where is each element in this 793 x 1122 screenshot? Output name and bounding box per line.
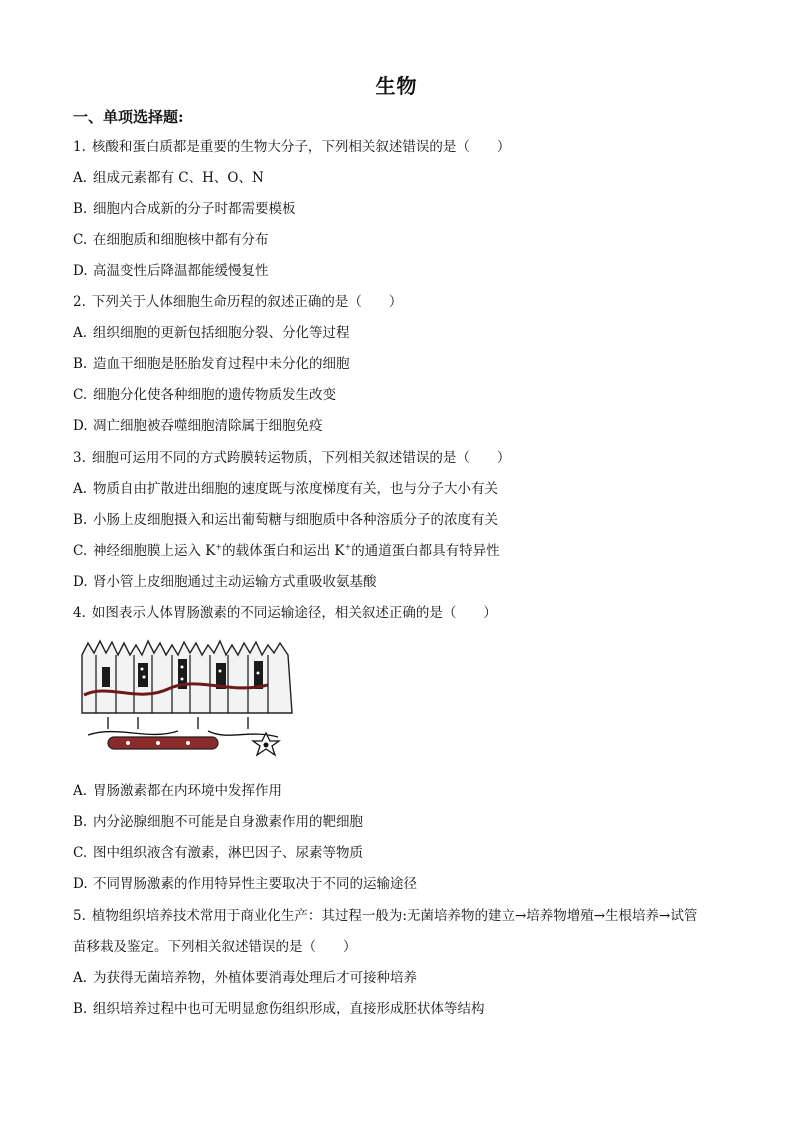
question-number: 5. (73, 908, 86, 924)
option-text: 组成元素都有 C、H、O、N (93, 170, 264, 186)
question-5-stem (73, 904, 697, 924)
option-text: 细胞分化使各种细胞的遗传物质发生改变 (93, 387, 336, 403)
option-text: 凋亡细胞被吞噬细胞清除属于细胞免疫 (93, 418, 323, 434)
option-c (73, 228, 269, 248)
superscript-plus: + (215, 542, 223, 552)
option-label: A. (73, 325, 88, 341)
option-label: B. (73, 512, 88, 528)
question-text: 细胞可运用不同的方式跨膜转运物质，下列相关叙述错误的是（ ） (91, 450, 511, 466)
option-c (73, 383, 336, 403)
option-c (73, 539, 500, 559)
option-d (73, 872, 417, 892)
option-label: A. (73, 970, 88, 986)
option-a (73, 779, 282, 799)
option-label: D. (73, 574, 88, 590)
option-a (73, 321, 350, 341)
option-text: 肾小管上皮细胞通过主动运输方式重吸收氨基酸 (93, 574, 377, 590)
gut-hormone-figure (78, 633, 296, 761)
option-label: B. (73, 814, 88, 830)
option-label: D. (73, 418, 88, 434)
option-text: 图中组织液含有激素，淋巴因子、尿素等物质 (93, 845, 363, 861)
option-b (73, 508, 498, 528)
superscript-plus: + (344, 542, 352, 552)
option-label: C. (73, 232, 88, 248)
option-label: B. (73, 201, 88, 217)
question-5-stem-cont: 苗移栽及鉴定。下列相关叙述错误的是（ ） (73, 939, 357, 955)
option-label: A. (73, 481, 88, 497)
option-text: 胃肠激素都在内环境中发挥作用 (93, 783, 282, 799)
option-b (73, 810, 363, 830)
question-3-stem (73, 446, 510, 466)
option-a (73, 166, 264, 186)
option-label: C. (73, 845, 88, 861)
question-number: 1. (73, 139, 86, 155)
question-4-stem (73, 601, 497, 621)
question-text: 核酸和蛋白质都是重要的生物大分子，下列相关叙述错误的是（ ） (91, 139, 511, 155)
question-number: 2. (73, 294, 86, 310)
option-text: 内分泌腺细胞不可能是自身激素作用的靶细胞 (93, 814, 363, 830)
option-text: 造血干细胞是胚胎发育过程中未分化的细胞 (93, 356, 350, 372)
option-c (73, 841, 363, 861)
question-number: 4. (73, 605, 86, 621)
option-d (73, 570, 377, 590)
question-text: 如图表示人体胃肠激素的不同运输途径，相关叙述正确的是（ ） (91, 605, 497, 621)
option-label: C. (73, 543, 88, 559)
option-label: A. (73, 170, 88, 186)
option-text: 为获得无菌培养物，外植体要消毒处理后才可接种培养 (93, 970, 417, 986)
option-text: 在细胞质和细胞核中都有分布 (93, 232, 269, 248)
option-text: 神经细胞膜上运入 K (93, 543, 216, 559)
section-heading: 一、单项选择题: (73, 108, 184, 126)
option-b (73, 197, 296, 217)
question-text: 植物组织培养技术常用于商业化生产：其过程一般为:无菌培养物的建立→培养物增殖→生根培养→试管 (91, 908, 698, 924)
option-text: 组织培养过程中也可无明显愈伤组织形成，直接形成胚状体等结构 (93, 1001, 485, 1017)
option-label: C. (73, 387, 88, 403)
option-text: 细胞内合成新的分子时都需要模板 (93, 201, 296, 217)
option-text: 高温变性后降温都能缓慢复性 (93, 263, 269, 279)
option-a (73, 966, 417, 986)
option-a (73, 477, 498, 497)
option-label: D. (73, 263, 88, 279)
option-label: D. (73, 876, 88, 892)
option-text: 不同胃肠激素的作用特异性主要取决于不同的运输途径 (93, 876, 417, 892)
option-text: 组织细胞的更新包括细胞分裂、分化等过程 (93, 325, 350, 341)
question-2-stem (73, 290, 402, 310)
option-text: 的通道蛋白都具有特异性 (351, 543, 500, 559)
option-d (73, 259, 269, 279)
option-text: 小肠上皮细胞摄入和运出葡萄糖与细胞质中各种溶质分子的浓度有关 (93, 512, 498, 528)
question-text: 下列关于人体细胞生命历程的叙述正确的是（ ） (91, 294, 403, 310)
question-number: 3. (73, 450, 86, 466)
question-1-stem (73, 135, 510, 155)
option-text: 的载体蛋白和运出 K (222, 543, 345, 559)
option-b (73, 352, 350, 372)
option-d (73, 414, 323, 434)
page-title: 生物 (375, 74, 418, 98)
option-text: 物质自由扩散进出细胞的速度既与浓度梯度有关，也与分子大小有关 (93, 481, 498, 497)
option-label: B. (73, 1001, 88, 1017)
option-label: A. (73, 783, 88, 799)
option-label: B. (73, 356, 88, 372)
option-b (73, 997, 485, 1017)
